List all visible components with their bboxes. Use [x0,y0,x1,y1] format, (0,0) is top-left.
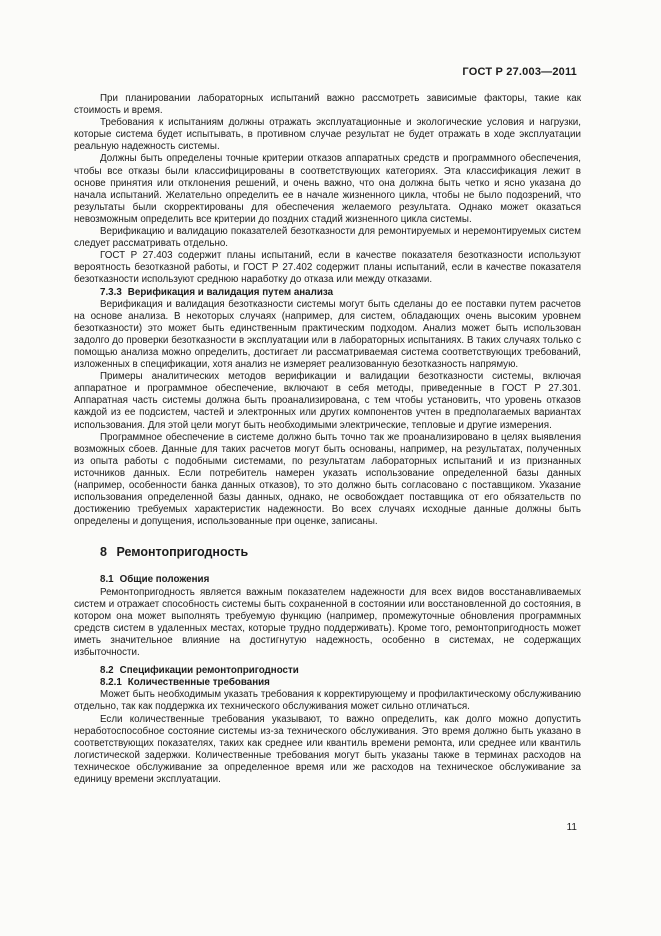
section-heading [74,546,581,558]
paragraph: Верификацию и валидацию показателей безотказности для ремонтируемых и неремонтируемых систем следует рассматривать отдельно. [74,226,581,250]
subsection-heading [74,665,581,677]
paragraph: Верификация и валидация безотказности системы могут быть сделаны до ее поставки путем расчетов на основе анализа. В некоторых случаях (например, для систем, обладающих очень высоким уровнем безотказности) это может быть единственным практическим подходом. Анализ может быть использован задолго до проверки безотказности в эксплуатации или в лабораторных испытаниях. В таких случаях только с помощью анализа можно определить, достигает ли рассматриваемая система соответствующих требований, изложенных в спецификации, хотя анализ не измеряет реализованную безотказность напрямую. [74,298,581,371]
paragraph: ГОСТ Р 27.403 содержит планы испытаний, если в качестве показателя безотказности используют вероятность безотказной работы, и ГОСТ Р 27.402 содержит планы испытаний, если в качестве показателя безотказности используют среднюю наработку до отказа или между отказами. [74,250,581,286]
paragraph: Требования к испытаниям должны отражать эксплуатационные и экологические условия и нагрузки, которые система будет испытывать, в противном случае результат не будет отражать в ходе эксплуатации реальную надежность системы. [74,117,581,153]
subsection-heading [74,677,581,689]
subsection-heading [74,574,581,586]
paragraph: Если количественные требования указывают, то важно определить, как долго можно допустить неработоспособное состояние системы из-за технического обслуживания. Это время должно быть указано в соответствующих показателях, таких как среднее или квантиль времени ремонта, или среднее или квантиль логистической задержки. Количественные требования могут быть указаны также в терминах расходов на техническое обслуживание за определенное время или же расходов на техническое обслуживание за единицу времени эксплуатации. [74,713,581,785]
section-number: 8.1 [100,574,114,586]
document-header: ГОСТ Р 27.003—2011 [462,66,577,78]
paragraph: При планировании лабораторных испытаний важно рассмотреть зависимые факторы, такие как стоимость и время. [74,93,581,117]
section-number: 8.2.1 [100,677,122,689]
paragraph: Примеры аналитических методов верификации и валидации безотказности системы, включая аппаратное и программное обеспечение, включают в себя методы, приведенные в ГОСТ Р 27.301. Аппаратная часть системы должна быть проанализирована, с тем чтобы установить, что уровень отказов каждой из ее подсистем, частей и электронных или других компонентов учтен в предполагаемых вариантах использования. Для этой цели могут быть необходимыми электрические, тепловые и другие измерения. [74,371,581,431]
paragraph: Может быть необходимым указать требования к корректирующему и профилактическому обслуживанию отдельно, так как поддержка их технического обслуживания может сильно отличаться. [74,689,581,713]
paragraph: Программное обеспечение в системе должно быть точно так же проанализировано в целях выявления возможных сбоев. Данные для таких расчетов могут быть основаны, например, на результатах, полученных из опыта работы с подобными системами, по результатам лабораторных испытаний и из признанных источников данных. Если потребитель намерен указать использование определенной базы данных (например, особенности банка данных отказов), то это должно быть согласовано с поставщиком. Указание использования определенной базы данных, однако, не освобождает поставщика от его обязательств по достижению требуемых характеристик надежности. Во всех случаях исходные данные должны быть определены и допущения, использованные при оценке, записаны. [74,431,581,528]
section-number: 7.3.3 [100,286,122,298]
subsection-heading [74,287,581,299]
document-body [74,93,581,786]
heading-text: Верификация и валидация путем анализа [127,286,334,298]
section-number: 8 [100,545,107,560]
section-number: 8.2 [100,665,114,677]
paragraph: Должны быть определены точные критерии отказов аппаратных средств и программного обеспечения, чтобы все отказы были классифицированы в соответствующих категориях. Эта классификация лежит в основе принятия или отклонения решений, и очень важно, что она должна быть четко и ясно указана до начала испытаний. Желательно определить ее в начале жизненного цикла, чтобы не было подозрений, что результаты были скорректированы для обеспечения желаемого результата. Однако может оказаться невозможным определить все критерии до поздних стадий жизненного цикла системы. [74,153,581,225]
page-number: 11 [566,822,577,833]
heading-text: Количественные требования [127,677,270,689]
heading-text: Ремонтопригодность [116,545,249,560]
heading-text: Спецификации ремонтопригодности [119,665,299,677]
paragraph: Ремонтопригодность является важным показателем надежности для всех видов восстанавливаемых систем и отражает способность системы быть сохраненной в состоянии или восстановленной до состояния, в котором она может выполнять требуемую функцию (например, промежуточные обновления программных средств систем в удаленных местах, которые трудно поддерживать). Кроме того, ремонтопригодность может иметь значительное влияние на достигнутую надежность, особенно в системах, не содержащих избыточности. [74,586,581,659]
heading-text: Общие положения [119,574,210,586]
